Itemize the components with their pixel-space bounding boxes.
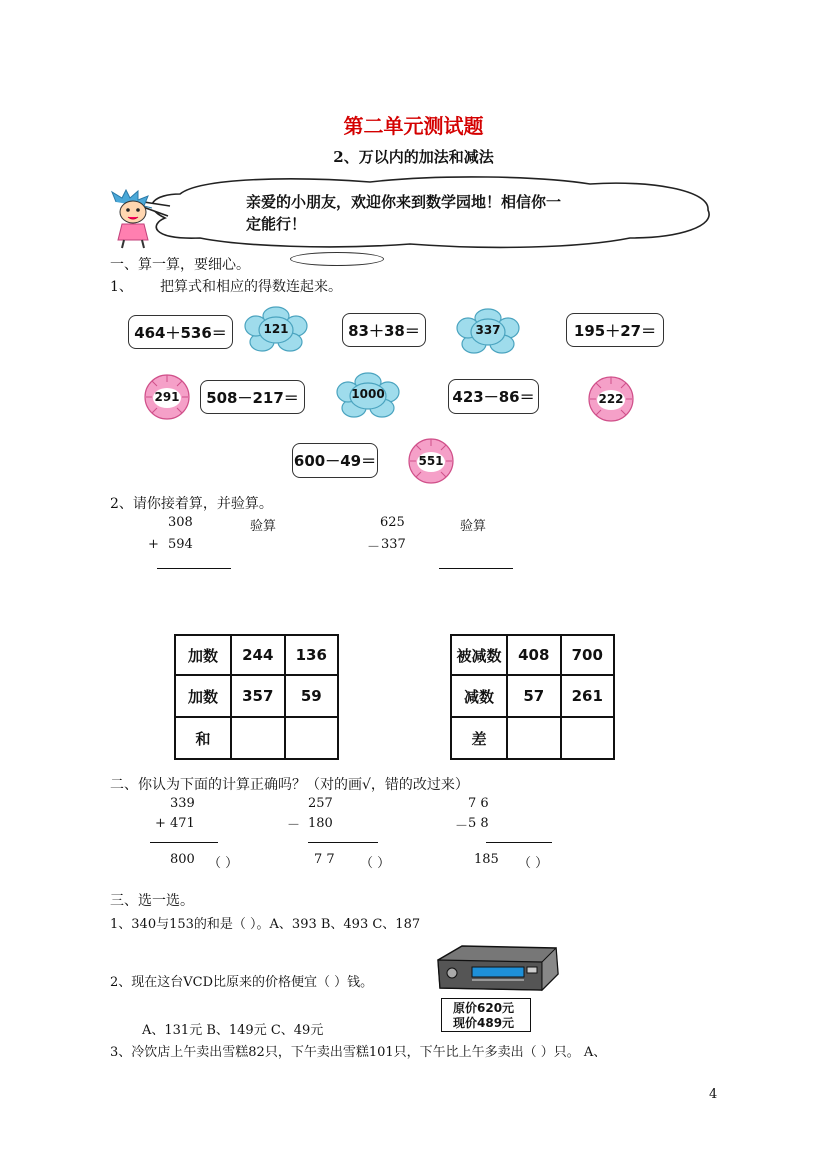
expression-4[interactable]: 508－217＝ <box>200 380 305 414</box>
flower-value: 222 <box>598 392 624 406</box>
expression-3[interactable]: 195＋27＝ <box>566 313 664 347</box>
flower-answer-121[interactable] <box>244 306 308 352</box>
q2-text: 2、请你接着算，并验算。 <box>110 496 273 512</box>
cloud-decoration <box>290 252 384 266</box>
price-new: 现价489元 <box>453 1016 515 1030</box>
calc1-top: 308 <box>168 515 193 530</box>
table-cell: 357 <box>231 675 284 717</box>
flower-value: 1000 <box>351 387 385 401</box>
table-cell: 244 <box>231 635 284 675</box>
calc1-bottom: 594 <box>168 537 193 552</box>
p1-op: + <box>155 816 166 831</box>
addition-table <box>174 634 339 760</box>
s3-q2: 2、现在这台VCD比原来的价格便宜（ ）钱。 <box>110 975 374 990</box>
p3-answer-paren[interactable]: （ ） <box>518 856 549 871</box>
flower-value: 291 <box>154 390 180 404</box>
p1-rule <box>150 842 218 843</box>
table-cell: 136 <box>285 635 339 675</box>
calc1-check-label: 验算 <box>250 519 277 534</box>
page-number: 4 <box>709 1087 718 1102</box>
p2-answer-paren[interactable]: （ ） <box>360 856 391 871</box>
s3-q1: 1、340与153的和是（ ）。A、393 B、493 C、187 <box>110 917 421 932</box>
page-title: 第二单元测试题 <box>343 114 484 138</box>
table-label: 和 <box>175 717 231 759</box>
p2-op: － <box>287 818 301 833</box>
table-cell: 57 <box>507 675 560 717</box>
flower-value: 337 <box>475 323 501 337</box>
vcd-player-icon <box>432 940 562 996</box>
calc2-rule <box>439 568 513 569</box>
section1-heading: 一、算一算，要细心。 <box>110 257 250 273</box>
p1-result: 800 <box>170 852 195 867</box>
s3-q3: 3、冷饮店上午卖出雪糕82只，下午卖出雪糕101只，下午比上午多卖出（ ）只。 A、 <box>110 1045 607 1060</box>
greeting-line-2: 定能行！ <box>246 215 307 233</box>
table-label: 减数 <box>451 675 507 717</box>
p2-top: 257 <box>308 796 333 811</box>
q1-text: 把算式和相应的得数连起来。 <box>160 279 342 295</box>
table-label: 加数 <box>175 635 231 675</box>
expression-6[interactable]: 600－49＝ <box>292 443 378 478</box>
p1-top: 339 <box>170 796 195 811</box>
flower-answer-222[interactable] <box>586 372 636 424</box>
flower-answer-1000[interactable] <box>336 372 400 418</box>
table-label: 加数 <box>175 675 231 717</box>
expression-2[interactable]: 83＋38＝ <box>342 313 426 347</box>
answer-cell[interactable] <box>285 717 339 759</box>
p2-result: 7 7 <box>314 852 335 867</box>
p1-bottom: 471 <box>170 816 195 831</box>
table-cell: 700 <box>561 635 615 675</box>
section2-heading: 二、你认为下面的计算正确吗？（对的画√，错的改过来） <box>110 777 469 793</box>
p3-op: － <box>455 819 469 834</box>
table-label: 被减数 <box>451 635 507 675</box>
calc1-op: + <box>148 537 159 552</box>
expression-5[interactable]: 423－86＝ <box>448 379 539 414</box>
table-label: 差 <box>451 717 507 759</box>
answer-cell[interactable] <box>231 717 284 759</box>
subtraction-table <box>450 634 615 760</box>
p3-top: 7 6 <box>468 796 489 811</box>
cartoon-girl-icon <box>108 188 158 250</box>
flower-value: 121 <box>263 322 289 336</box>
p2-rule <box>308 842 378 843</box>
page-subtitle: 2、万以内的加法和减法 <box>333 148 494 166</box>
price-old: 原价620元 <box>453 1001 515 1015</box>
table-cell: 59 <box>285 675 339 717</box>
speech-cloud <box>110 176 720 252</box>
table-cell: 408 <box>507 635 560 675</box>
answer-cell[interactable] <box>561 717 615 759</box>
calc2-bottom: 337 <box>381 537 406 552</box>
s3-q2-options: A、131元 B、149元 C、49元 <box>142 1023 324 1038</box>
p1-answer-paren[interactable]: （ ） <box>208 856 239 871</box>
flower-answer-551[interactable] <box>406 434 456 486</box>
q1-number: 1、 <box>110 279 133 295</box>
greeting-line-1: 亲爱的小朋友，欢迎你来到数学园地！相信你一 <box>246 193 562 211</box>
flower-answer-337[interactable] <box>456 308 520 354</box>
flower-value: 551 <box>418 454 444 468</box>
calc2-op: － <box>367 540 381 555</box>
calc1-rule <box>157 568 231 569</box>
answer-cell[interactable] <box>507 717 560 759</box>
section3-heading: 三、选一选。 <box>110 893 194 909</box>
calc2-top: 625 <box>380 515 405 530</box>
p2-bottom: 180 <box>308 816 333 831</box>
calc2-check-label: 验算 <box>460 519 487 534</box>
p3-result: 185 <box>474 852 499 867</box>
p3-bottom: 5 8 <box>468 816 489 831</box>
p3-rule <box>486 842 552 843</box>
flower-answer-291[interactable] <box>142 370 192 422</box>
expression-1[interactable]: 464＋536＝ <box>128 315 233 349</box>
table-cell: 261 <box>561 675 615 717</box>
